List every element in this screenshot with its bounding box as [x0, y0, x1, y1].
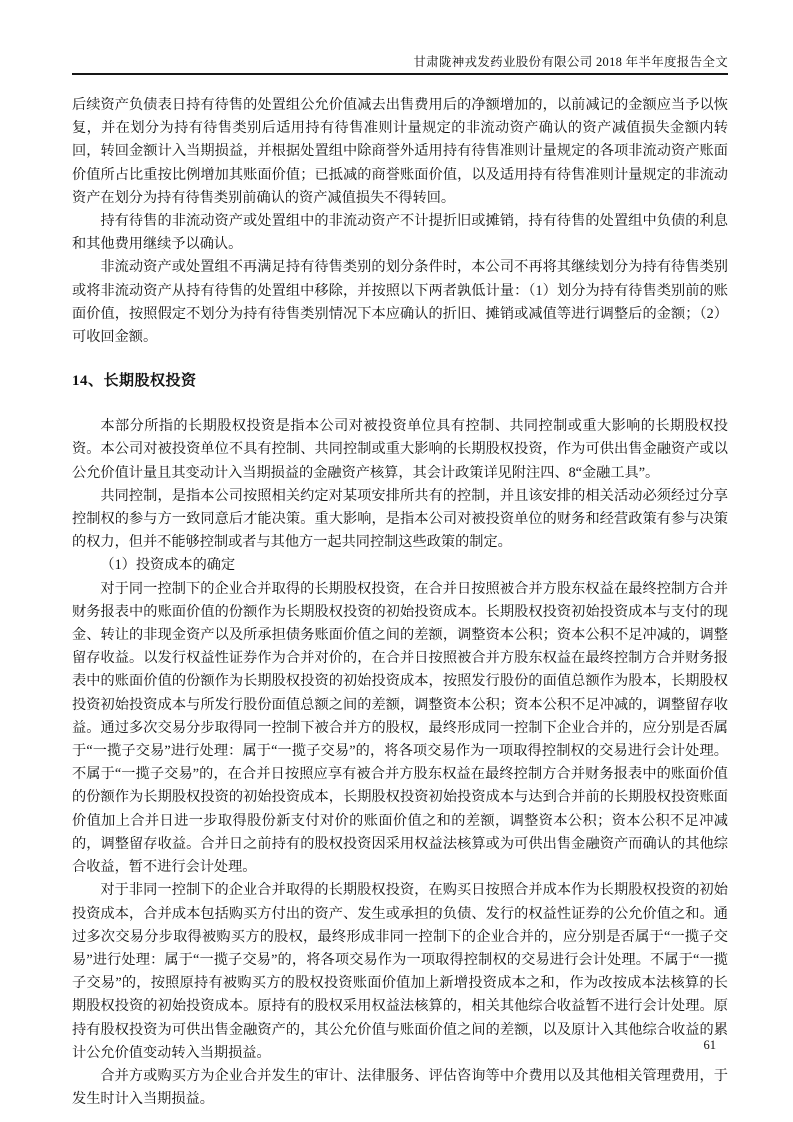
paragraph: 合并方或购买方为企业合并发生的审计、法律服务、评估咨询等中介费用以及其他相关管理费用，于发生时计入当期损益。 — [72, 1067, 728, 1108]
paragraph: 对于非同一控制下的企业合并取得的长期股权投资，在购买日按照合并成本作为长期股权投资的初始投资成本，合并成本包括购买方付出的资产、发生或承担的负债、发行的权益性证券的公允价值之和。通过多次交易分步取得被购买方的股权，最终形成非同一控制下的企业合并的，应分别是否属于“一揽子交易”进行处理：属于“一揽子交易”的，将各项交易作为一项取得控制权的交易进行会计处理。不属于“一揽子交易”的，按照原持有被购买方的股权投资账面价值加上新增投资成本之和，作为改按成本法核算的长期股权投资的初始投资成本。原持有的股权采用权益法核算的，相关其他综合收益暂不进行会计处理。原持有股权投资为可供出售金融资产的，其公允价值与账面价值之间的差额，以及原计入其他综合收益的累计公允价值变动转入当期损益。 — [72, 882, 728, 1061]
paragraph-continuation: 后续资产负债表日持有待售的处置组公允价值减去出售费用后的净额增加的，以前减记的金额应当予以恢复，并在划分为持有待售类别后适用持有待售准则计量规定的非流动资产确认的资产减值损失金额内转回，转回金额计入当期损益，并根据处置组中除商誉外适用持有待售准则计量规定的各项非流动资产账面价值所占比重按比例增加其账面价值；已抵减的商誉账面价值，以及适用持有待售准则计量规定的非流动资产在划分为持有待售类别前确认的资产减值损失不得转回。 — [72, 97, 728, 206]
page-content — [72, 0, 728, 1111]
paragraph: 对于同一控制下的企业合并取得的长期股权投资，在合并日按照被合并方股东权益在最终控制方合并财务报表中的账面价值的份额作为长期股权投资的初始投资成本。长期股权投资初始投资成本与支付的现金、转让的非现金资产以及所承担债务账面价值之间的差额，调整资本公积；资本公积不足冲减的，调整留存收益。以发行权益性证券作为合并对价的，在合并日按照被合并方股东权益在最终控制方合并财务报表中的账面价值的份额作为长期股权投资的初始投资成本，按照发行股份的面值总额作为股本，长期股权投资初始投资成本与所发行股份面值总额之间的差额，调整资本公积；资本公积不足冲减的，调整留存收益。通过多次交易分步取得同一控制下被合并方的股权，最终形成同一控制下企业合并的，应分别是否属于“一揽子交易”进行处理：属于“一揽子交易”的，将各项交易作为一项取得控制权的交易进行会计处理。不属于“一揽子交易”的，在合并日按照应享有被合并方股东权益在最终控制方合并财务报表中的账面价值的份额作为长期股权投资的初始投资成本，长期股权投资初始投资成本与达到合并前的长期股权投资账面价值加上合并日进一步取得股份新支付对价的账面价值之和的差额，调整资本公积；资本公积不足冲减的，调整留存收益。合并日之前持有的股权投资因采用权益法核算或为可供出售金融资产而确认的其他综合收益，暂不进行会计处理。 — [72, 580, 728, 876]
paragraph: 共同控制，是指本公司按照相关约定对某项安排所共有的控制，并且该安排的相关活动必须经过分享控制权的参与方一致同意后才能决策。重大影响，是指本公司对被投资单位的财务和经营政策有参与决策的权力，但并不能够控制或者与其他方一起共同控制这些政策的制定。 — [72, 487, 728, 551]
report-header-title: 甘肃陇神戎发药业股份有限公司 2018 年半年度报告全文 — [413, 55, 728, 69]
paragraph: 本部分所指的长期股权投资是指本公司对被投资单位具有控制、共同控制或重大影响的长期股权投资。本公司对被投资单位不具有控制、共同控制或重大影响的长期股权投资，作为可供出售金融资产或以公允价值计量且其变动计入当期损益的金融资产核算，其会计政策详见附注四、8“金融工具”。 — [72, 418, 728, 481]
paragraph: 非流动资产或处置组不再满足持有待售类别的划分条件时，本公司不再将其继续划分为持有待售类别或将非流动资产从持有待售的处置组中移除，并按照以下两者孰低计量：（1）划分为持有待售类别前的账面价值，按照假定不划分为持有待售类别情况下本应确认的折旧、摊销或减值等进行调整后的金额；（2）可收回金额。 — [72, 259, 728, 346]
page-number: 61 — [703, 1038, 716, 1052]
header-rule — [72, 73, 728, 75]
report-header — [72, 0, 728, 75]
paragraph-subheading: （1）投资成本的确定 — [100, 557, 236, 574]
paragraph: 持有待售的非流动资产或处置组中的非流动资产不计提折旧或摊销，持有待售的处置组中负债的利息和其他费用继续予以确认。 — [72, 213, 728, 253]
document-body — [72, 94, 728, 1111]
section-heading: 14、长期股权投资 — [72, 373, 197, 390]
